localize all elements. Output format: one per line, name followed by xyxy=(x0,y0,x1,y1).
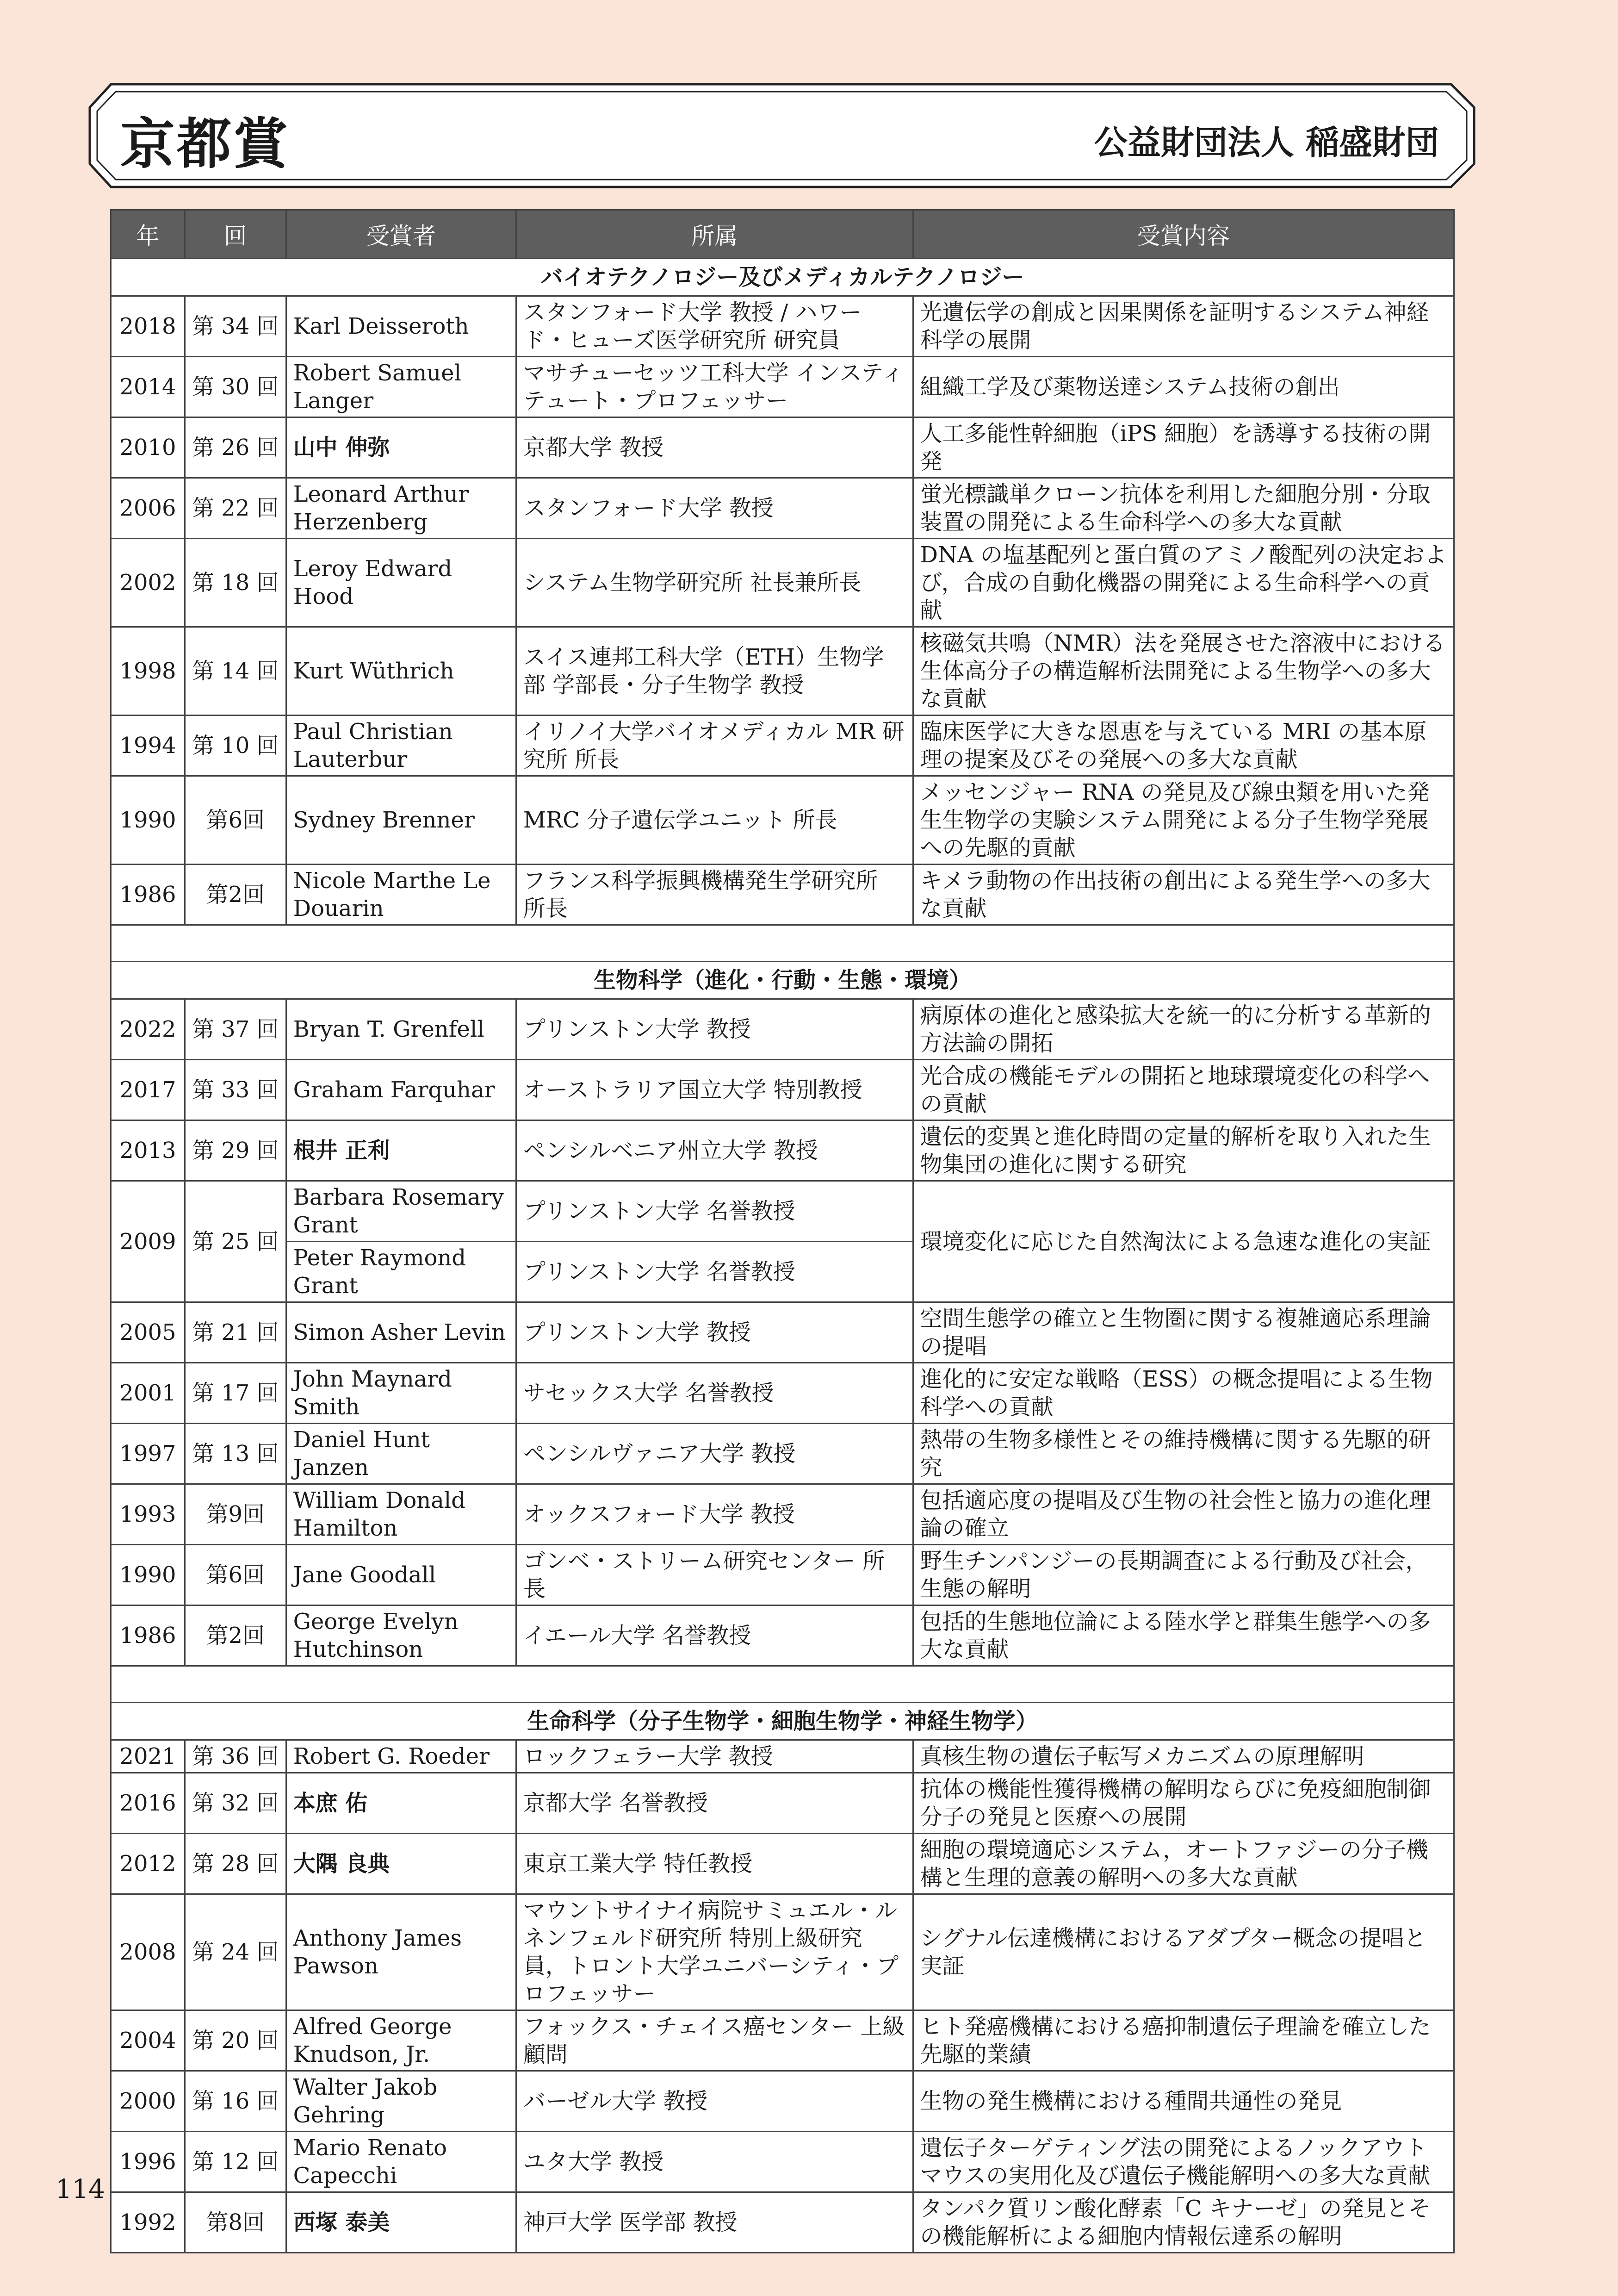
round-cell: 第 22 回 xyxy=(185,478,286,539)
laureate-cell: Walter Jakob Gehring xyxy=(286,2071,516,2132)
year-cell: 2001 xyxy=(111,1363,185,1424)
year-cell: 2008 xyxy=(111,1894,185,2010)
table-row xyxy=(111,627,1454,716)
laureate-cell: 根井 正利 xyxy=(286,1120,516,1181)
year-cell: 1990 xyxy=(111,1545,185,1605)
laureate-cell: 西塚 泰美 xyxy=(286,2192,516,2253)
laureate-cell: Robert G. Roeder xyxy=(286,1740,516,1773)
laureate-cell: Daniel Hunt Janzen xyxy=(286,1424,516,1484)
achievement-cell: DNA の塩基配列と蛋白質のアミノ酸配列の決定および，合成の自動化機器の開発による生命科学への貢献 xyxy=(913,539,1454,627)
achievement-cell: 光遺伝学の創成と因果関係を証明するシステム神経科学の展開 xyxy=(913,296,1454,357)
year-cell: 2016 xyxy=(111,1773,185,1834)
affiliation-cell: プリンストン大学 名誉教授 xyxy=(516,1242,913,1302)
round-cell: 第8回 xyxy=(185,2192,286,2253)
year-cell: 2021 xyxy=(111,1740,185,1773)
achievement-cell: 熱帯の生物多様性とその維持機構に関する先駆的研究 xyxy=(913,1424,1454,1484)
round-cell: 第2回 xyxy=(185,1605,286,1666)
round-cell: 第 12 回 xyxy=(185,2132,286,2192)
table-row xyxy=(111,417,1454,478)
year-cell: 2005 xyxy=(111,1302,185,1363)
laureate-cell: William Donald Hamilton xyxy=(286,1484,516,1545)
affiliation-cell: MRC 分子遺伝学ユニット 所長 xyxy=(516,776,913,865)
affiliation-cell: サセックス大学 名誉教授 xyxy=(516,1363,913,1424)
section-header-row xyxy=(111,1703,1454,1740)
section-header-row xyxy=(111,259,1454,296)
laureate-cell: Jane Goodall xyxy=(286,1545,516,1605)
affiliation-cell: マウントサイナイ病院サミュエル・ルネンフェルド研究所 特別上級研究員，トロント大学ユニバーシティ・プロフェッサー xyxy=(516,1894,913,2010)
column-header-year: 年 xyxy=(111,210,185,259)
table-row xyxy=(111,1834,1454,1894)
laureate-cell: Peter Raymond Grant xyxy=(286,1242,516,1302)
year-cell: 2002 xyxy=(111,539,185,627)
year-cell: 2012 xyxy=(111,1834,185,1894)
laureate-cell: Anthony James Pawson xyxy=(286,1894,516,2010)
table-row xyxy=(111,1060,1454,1120)
awards-table xyxy=(110,209,1455,2253)
spacer-cell xyxy=(111,1666,1454,1703)
affiliation-cell: スタンフォード大学 教授 / ハワード・ヒューズ医学研究所 研究員 xyxy=(516,296,913,357)
table-row xyxy=(111,2071,1454,2132)
round-cell: 第 32 回 xyxy=(185,1773,286,1834)
year-cell: 1986 xyxy=(111,1605,185,1666)
achievement-cell: 真核生物の遺伝子転写メカニズムの原理解明 xyxy=(913,1740,1454,1773)
affiliation-cell: 京都大学 名誉教授 xyxy=(516,1773,913,1834)
table-row xyxy=(111,296,1454,357)
spacer-row xyxy=(111,925,1454,962)
achievement-cell: ヒト発癌機構における癌抑制遺伝子理論を確立した先駆的業績 xyxy=(913,2010,1454,2071)
affiliation-cell: スタンフォード大学 教授 xyxy=(516,478,913,539)
table-row xyxy=(111,1605,1454,1666)
table-row xyxy=(111,478,1454,539)
laureate-cell: 山中 伸弥 xyxy=(286,417,516,478)
round-cell: 第 16 回 xyxy=(185,2071,286,2132)
title-banner xyxy=(88,82,1476,189)
achievement-cell: タンパク質リン酸化酵素「C キナーゼ」の発見とその機能解析による細胞内情報伝達系の解明 xyxy=(913,2192,1454,2253)
achievement-cell: 臨床医学に大きな恩恵を与えている MRI の基本原理の提案及びその発展への多大な貢献 xyxy=(913,716,1454,776)
table-row xyxy=(111,865,1454,925)
foundation-name: 公益財団法人 稲盛財団 xyxy=(1094,123,1439,162)
achievement-cell: 進化的に安定な戦略（ESS）の概念提唱による生物科学への貢献 xyxy=(913,1363,1454,1424)
table-row xyxy=(111,2132,1454,2192)
affiliation-cell: ペンシルヴァニア大学 教授 xyxy=(516,1424,913,1484)
laureate-cell: Kurt Wüthrich xyxy=(286,627,516,716)
year-cell: 1998 xyxy=(111,627,185,716)
achievement-cell: 包括適応度の提唱及び生物の社会性と協力の進化理論の確立 xyxy=(913,1484,1454,1545)
affiliation-cell: オーストラリア国立大学 特別教授 xyxy=(516,1060,913,1120)
achievement-cell: キメラ動物の作出技術の創出による発生学への多大な貢献 xyxy=(913,865,1454,925)
achievement-cell: 生物の発生機構における種間共通性の発見 xyxy=(913,2071,1454,2132)
year-cell: 2010 xyxy=(111,417,185,478)
laureate-cell: 大隅 良典 xyxy=(286,1834,516,1894)
laureate-cell: Paul Christian Lauterbur xyxy=(286,716,516,776)
laureate-cell: Graham Farquhar xyxy=(286,1060,516,1120)
round-cell: 第 33 回 xyxy=(185,1060,286,1120)
laureate-cell: Sydney Brenner xyxy=(286,776,516,865)
year-cell: 1993 xyxy=(111,1484,185,1545)
table-row xyxy=(111,1424,1454,1484)
laureate-cell: Robert Samuel Langer xyxy=(286,357,516,417)
page-number: 114 xyxy=(56,2174,105,2204)
year-cell: 2017 xyxy=(111,1060,185,1120)
affiliation-cell: スイス連邦工科大学（ETH）生物学部 学部長・分子生物学 教授 xyxy=(516,627,913,716)
laureate-cell: Nicole Marthe Le Douarin xyxy=(286,865,516,925)
affiliation-cell: マサチューセッツ工科大学 インスティテュート・プロフェッサー xyxy=(516,357,913,417)
table-row xyxy=(111,1545,1454,1605)
section-title: 生物科学（進化・行動・生態・環境） xyxy=(111,962,1454,999)
year-cell: 2014 xyxy=(111,357,185,417)
achievement-cell: 核磁気共鳴（NMR）法を発展させた溶液中における生体高分子の構造解析法開発による生物学への多大な貢献 xyxy=(913,627,1454,716)
affiliation-cell: イリノイ大学バイオメディカル MR 研究所 所長 xyxy=(516,716,913,776)
table-row xyxy=(111,716,1454,776)
table-body xyxy=(111,259,1454,2253)
table-row xyxy=(111,2192,1454,2253)
year-cell: 2013 xyxy=(111,1120,185,1181)
round-cell: 第 21 回 xyxy=(185,1302,286,1363)
affiliation-cell: イエール大学 名誉教授 xyxy=(516,1605,913,1666)
year-cell: 2018 xyxy=(111,296,185,357)
laureate-cell: George Evelyn Hutchinson xyxy=(286,1605,516,1666)
affiliation-cell: 京都大学 教授 xyxy=(516,417,913,478)
affiliation-cell: プリンストン大学 教授 xyxy=(516,1302,913,1363)
table-row xyxy=(111,999,1454,1060)
year-cell: 1996 xyxy=(111,2132,185,2192)
achievement-cell: 抗体の機能性獲得機構の解明ならびに免疫細胞制御分子の発見と医療への展開 xyxy=(913,1773,1454,1834)
affiliation-cell: バーゼル大学 教授 xyxy=(516,2071,913,2132)
achievement-cell: 組織工学及び薬物送達システム技術の創出 xyxy=(913,357,1454,417)
year-cell: 1992 xyxy=(111,2192,185,2253)
column-header-laureate: 受賞者 xyxy=(286,210,516,259)
year-cell: 1986 xyxy=(111,865,185,925)
table-row xyxy=(111,1894,1454,2010)
achievement-cell: 包括的生態地位論による陸水学と群集生態学への多大な貢献 xyxy=(913,1605,1454,1666)
achievement-cell: 環境変化に応じた自然淘汰による急速な進化の実証 xyxy=(913,1181,1454,1302)
affiliation-cell: システム生物学研究所 社長兼所長 xyxy=(516,539,913,627)
year-cell: 2000 xyxy=(111,2071,185,2132)
affiliation-cell: ユタ大学 教授 xyxy=(516,2132,913,2192)
year-cell: 1997 xyxy=(111,1424,185,1484)
laureate-cell: Leroy Edward Hood xyxy=(286,539,516,627)
year-cell: 1994 xyxy=(111,716,185,776)
laureate-cell: Alfred George Knudson, Jr. xyxy=(286,2010,516,2071)
affiliation-cell: フランス科学振興機構発生学研究所 所長 xyxy=(516,865,913,925)
table-row xyxy=(111,1302,1454,1363)
achievement-cell: 蛍光標識単クローン抗体を利用した細胞分別・分取装置の開発による生命科学への多大な貢献 xyxy=(913,478,1454,539)
affiliation-cell: ゴンベ・ストリーム研究センター 所長 xyxy=(516,1545,913,1605)
table-row xyxy=(111,1363,1454,1424)
round-cell: 第 26 回 xyxy=(185,417,286,478)
spacer-row xyxy=(111,1666,1454,1703)
achievement-cell: 野生チンパンジーの長期調査による行動及び社会，生態の解明 xyxy=(913,1545,1454,1605)
page-title: 京都賞 xyxy=(120,112,290,176)
year-cell: 1990 xyxy=(111,776,185,865)
table-header-row xyxy=(111,210,1454,259)
laureate-cell: Leonard Arthur Herzenberg xyxy=(286,478,516,539)
year-cell: 2004 xyxy=(111,2010,185,2071)
round-cell: 第6回 xyxy=(185,776,286,865)
round-cell: 第 34 回 xyxy=(185,296,286,357)
round-cell: 第 28 回 xyxy=(185,1834,286,1894)
round-cell: 第2回 xyxy=(185,865,286,925)
section-title: バイオテクノロジー及びメディカルテクノロジー xyxy=(111,259,1454,296)
round-cell: 第 14 回 xyxy=(185,627,286,716)
round-cell: 第 13 回 xyxy=(185,1424,286,1484)
round-cell: 第 36 回 xyxy=(185,1740,286,1773)
affiliation-cell: プリンストン大学 名誉教授 xyxy=(516,1181,913,1242)
table-row xyxy=(111,776,1454,865)
affiliation-cell: ペンシルベニア州立大学 教授 xyxy=(516,1120,913,1181)
round-cell: 第 20 回 xyxy=(185,2010,286,2071)
table-row xyxy=(111,2010,1454,2071)
affiliation-cell: プリンストン大学 教授 xyxy=(516,999,913,1060)
laureate-cell: Mario Renato Capecchi xyxy=(286,2132,516,2192)
affiliation-cell: 東京工業大学 特任教授 xyxy=(516,1834,913,1894)
laureate-cell: John Maynard Smith xyxy=(286,1363,516,1424)
round-cell: 第 30 回 xyxy=(185,357,286,417)
achievement-cell: 遺伝的変異と進化時間の定量的解析を取り入れた生物集団の進化に関する研究 xyxy=(913,1120,1454,1181)
table-row xyxy=(111,1120,1454,1181)
laureate-cell: 本庶 佑 xyxy=(286,1773,516,1834)
column-header-affiliation: 所属 xyxy=(516,210,913,259)
affiliation-cell: 神戸大学 医学部 教授 xyxy=(516,2192,913,2253)
table-row xyxy=(111,1740,1454,1773)
year-cell: 2022 xyxy=(111,999,185,1060)
table-row xyxy=(111,1181,1454,1242)
table-row xyxy=(111,1773,1454,1834)
round-cell: 第 37 回 xyxy=(185,999,286,1060)
round-cell: 第9回 xyxy=(185,1484,286,1545)
laureate-cell: Karl Deisseroth xyxy=(286,296,516,357)
achievement-cell: 病原体の進化と感染拡大を統一的に分析する革新的方法論の開拓 xyxy=(913,999,1454,1060)
round-cell: 第6回 xyxy=(185,1545,286,1605)
achievement-cell: 人工多能性幹細胞（iPS 細胞）を誘導する技術の開発 xyxy=(913,417,1454,478)
affiliation-cell: フォックス・チェイス癌センター 上級顧問 xyxy=(516,2010,913,2071)
affiliation-cell: オックスフォード大学 教授 xyxy=(516,1484,913,1545)
round-cell: 第 24 回 xyxy=(185,1894,286,2010)
achievement-cell: 細胞の環境適応システム，オートファジーの分子機構と生理的意義の解明への多大な貢献 xyxy=(913,1834,1454,1894)
table-row xyxy=(111,357,1454,417)
section-title: 生命科学（分子生物学・細胞生物学・神経生物学） xyxy=(111,1703,1454,1740)
table-row xyxy=(111,539,1454,627)
achievement-cell: 空間生態学の確立と生物圏に関する複雑適応系理論の提唱 xyxy=(913,1302,1454,1363)
round-cell: 第 25 回 xyxy=(185,1181,286,1302)
achievement-cell: 光合成の機能モデルの開拓と地球環境変化の科学への貢献 xyxy=(913,1060,1454,1120)
laureate-cell: Simon Asher Levin xyxy=(286,1302,516,1363)
affiliation-cell: ロックフェラー大学 教授 xyxy=(516,1740,913,1773)
spacer-cell xyxy=(111,925,1454,962)
table-row xyxy=(111,1484,1454,1545)
achievement-cell: メッセンジャー RNA の発見及び線虫類を用いた発生生物学の実験システム開発による分子生物学発展への先駆的貢献 xyxy=(913,776,1454,865)
year-cell: 2006 xyxy=(111,478,185,539)
achievement-cell: シグナル伝達機構におけるアダプター概念の提唱と実証 xyxy=(913,1894,1454,2010)
achievement-cell: 遺伝子ターゲティング法の開発によるノックアウトマウスの実用化及び遺伝子機能解明への多大な貢献 xyxy=(913,2132,1454,2192)
round-cell: 第 17 回 xyxy=(185,1363,286,1424)
section-header-row xyxy=(111,962,1454,999)
laureate-cell: Barbara Rosemary Grant xyxy=(286,1181,516,1242)
round-cell: 第 10 回 xyxy=(185,716,286,776)
round-cell: 第 18 回 xyxy=(185,539,286,627)
column-header-achievement: 受賞内容 xyxy=(913,210,1454,259)
column-header-round: 回 xyxy=(185,210,286,259)
laureate-cell: Bryan T. Grenfell xyxy=(286,999,516,1060)
round-cell: 第 29 回 xyxy=(185,1120,286,1181)
year-cell: 2009 xyxy=(111,1181,185,1302)
